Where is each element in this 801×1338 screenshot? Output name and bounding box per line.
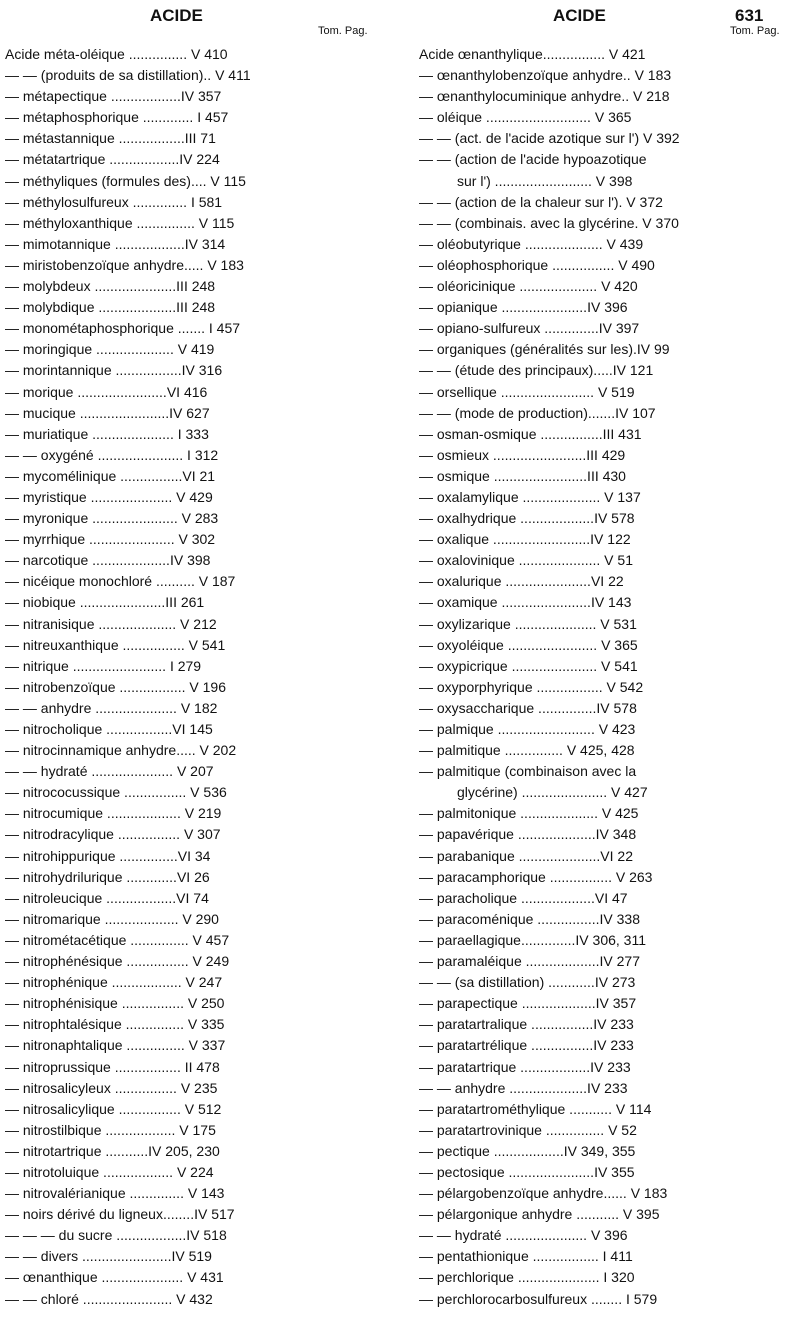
index-entry-text: — œnanthylobenzoïque anhydre.. V 183 [419,67,672,84]
index-entry [5,276,378,297]
index-entry-text: — osman-osmique ................III 431 [419,425,642,442]
index-entry-text: — molybdique ....................III 248 [5,299,216,316]
index-entry [5,466,378,487]
index-entry-text: — myrrhique ...................... V 302 [5,531,216,548]
index-entry-text: — nitrométacétique ............... V 457 [5,931,230,948]
index-entry-text: — paraellagique..............IV 306, 311 [419,931,646,948]
index-entry [419,951,789,972]
index-entry [5,1225,378,1246]
index-entry-text: — nitrobenzoïque ................. V 196 [5,678,227,695]
index-entry [419,1183,789,1204]
index-entry-text: — paratartralique ................IV 233 [419,1016,634,1033]
index-entry [419,1035,789,1056]
index-entry [419,782,789,803]
right-running-head: ACIDE [553,6,606,25]
index-entry [5,1204,378,1225]
index-entry [419,171,789,192]
index-entry [5,213,378,234]
index-entry [419,592,789,613]
index-entry-text: — palmitique (combinaison avec la [419,763,637,780]
index-entry [419,1120,789,1141]
index-entry [5,1183,378,1204]
index-entry [5,192,378,213]
index-entry-text: — myristique ..................... V 429 [5,488,213,505]
index-entry [419,360,789,381]
index-entry [419,445,789,466]
index-entry [5,424,378,445]
index-entry-text: — nitroleucique ..................VI 74 [5,889,209,906]
index-entry [419,487,789,508]
index-entry-text: — paratartrométhylique ........... V 114 [419,1100,652,1117]
index-entry-text: — métapectique ..................IV 357 [5,88,222,105]
index-entry-text: — oxalamylique .................... V 137 [419,488,641,505]
right-index-column [419,44,789,1310]
index-entry [5,234,378,255]
index-entry [5,1267,378,1288]
index-entry-text: — oxyoléique ....................... V 365 [419,636,638,653]
index-entry [419,508,789,529]
page-number: 631 [735,6,764,25]
index-entry-text: — paracholique ...................VI 47 [419,889,628,906]
index-entry-text: — oxalovinique ..................... V 51 [419,552,633,569]
index-entry [419,571,789,592]
index-entry [5,698,378,719]
index-entry [419,614,789,635]
index-entry-text: — nitrostilbique .................. V 175 [5,1121,216,1138]
index-entry-text: — miristobenzoïque anhydre..... V 183 [5,256,244,273]
index-entry [419,149,789,170]
index-entry-text: sur l') ......................... V 398 [457,172,633,189]
index-entry [5,1078,378,1099]
index-entry-text: — nitrohydrilurique .............VI 26 [5,868,210,885]
index-entry-text: — pentathionique ................. I 411 [419,1248,633,1265]
index-entry-text: — noirs dérivé du ligneux........IV 517 [5,1206,235,1223]
index-entry [5,1289,378,1310]
index-entry [419,65,789,86]
index-entry [419,44,789,65]
index-entry [419,719,789,740]
index-entry [419,846,789,867]
index-entry-text: — — (combinais. avec la glycérine. V 370 [419,214,679,231]
index-entry [419,761,789,782]
index-entry-text: — orsellique ........................ V 519 [419,383,635,400]
index-entry-text: — monométaphosphorique ....... I 457 [5,320,241,337]
index-entry [5,677,378,698]
index-entry [419,382,789,403]
index-entry-text: — pectosique ......................IV 355 [419,1163,635,1180]
index-entry [5,1099,378,1120]
index-entry-text: — osmique ........................III 430 [419,467,626,484]
index-entry [5,846,378,867]
index-entry [419,698,789,719]
index-entry-text: — nitrophtalésique ............... V 335 [5,1016,225,1033]
index-entry-text: — nitrotoluique .................. V 224 [5,1163,214,1180]
index-entry-text: — — (étude des principaux).....IV 121 [419,362,654,379]
index-entry [5,972,378,993]
index-entry [5,107,378,128]
index-entry [5,1014,378,1035]
index-entry-text: — nitranisique .................... V 212 [5,615,217,632]
index-entry [5,656,378,677]
index-entry-text: — métastannique .................III 71 [5,130,216,147]
index-entry [419,107,789,128]
index-entry-text: — oxysaccharique ...............IV 578 [419,699,637,716]
index-entry-text: — nitrocholique .................VI 145 [5,721,213,737]
index-entry-text: — parabanique .....................VI 22 [419,847,633,864]
index-entry-text: — muriatique ..................... I 333 [5,425,209,442]
index-entry [5,592,378,613]
index-entry-text: — — (action de l'acide hypoazotique [419,151,647,168]
index-entry-text: — paracoménique ................IV 338 [419,910,640,927]
index-entry-text: — mimotannique ..................IV 314 [5,235,226,252]
index-entry [419,550,789,571]
index-entry-text: — palmitique ............... V 425, 428 [419,742,635,759]
index-entry-text: — pélargonique anhydre ........... V 395 [419,1206,660,1223]
left-column-header-tom-pag: Tom. Pag. [318,25,368,37]
index-entry-text: — — anhydre ....................IV 233 [419,1079,628,1096]
index-entry-text: — mucique .......................IV 627 [5,404,210,421]
index-entry-text: — narcotique ....................IV 398 [5,552,211,569]
index-entry [5,1120,378,1141]
index-entry [5,65,378,86]
index-entry-text: — nitronaphtalique ............... V 337 [5,1037,226,1054]
index-entry [419,888,789,909]
index-entry [419,1057,789,1078]
index-entry-text: — nitrocinnamique anhydre..... V 202 [5,742,237,759]
index-entry-text: — nitrosalicylique ................ V 512 [5,1100,222,1117]
index-entry [419,1162,789,1183]
index-entry-text: — pélargobenzoïque anhydre...... V 183 [419,1185,668,1202]
index-entry [5,930,378,951]
index-entry-text: — œnanthylocuminique anhydre.. V 218 [419,88,670,105]
index-entry-text: — nicéique monochloré .......... V 187 [5,573,236,590]
index-entry [419,1267,789,1288]
index-entry [419,529,789,550]
index-entry-text: Acide œnanthylique................ V 421 [419,46,646,62]
index-entry-text: — — (action de la chaleur sur l'). V 372 [419,193,663,210]
index-entry-text: — — hydraté ..................... V 207 [5,763,214,780]
index-entry [419,255,789,276]
index-entry-text: — paracamphorique ................ V 263 [419,868,653,885]
index-entry-text: — — anhydre ..................... V 182 [5,699,218,716]
index-entry-text: — — divers .......................IV 519 [5,1248,212,1265]
index-entry-text: — nitrodracylique ................ V 307 [5,826,221,843]
index-entry [419,993,789,1014]
index-entry-text: — parapectique ...................IV 357 [419,995,637,1012]
index-entry [419,803,789,824]
index-entry [5,867,378,888]
index-entry [5,888,378,909]
index-entry-text: — niobique ......................III 261 [5,594,205,611]
index-entry [5,719,378,740]
index-entry-text: — nitreuxanthique ................ V 541 [5,636,226,653]
index-entry-text: — papavérique ....................IV 348 [419,826,637,843]
index-entry [419,1141,789,1162]
index-entry [419,909,789,930]
index-entry-text: — nitroprussique ................. II 478 [5,1058,220,1075]
index-entry [5,149,378,170]
index-entry [419,740,789,761]
index-entry-text: — métaphosphorique ............. I 457 [5,109,229,126]
index-entry [5,782,378,803]
index-entry [5,297,378,318]
index-entry-text: — nitrophénique .................. V 247 [5,974,223,991]
index-entry-text: — oxamique .......................IV 143 [419,594,632,611]
index-entry [419,1225,789,1246]
index-entry-text: — opiano-sulfureux ..............IV 397 [419,320,640,337]
index-entry-text: — nitrophénésique ................ V 249 [5,953,230,970]
index-entry-text: — nitromarique ................... V 290 [5,910,219,927]
index-entry-text: — nitrotartrique ...........IV 205, 230 [5,1142,220,1159]
index-entry-text: — myronique ...................... V 283 [5,510,219,527]
index-entry [419,213,789,234]
index-entry-text: — méthylosulfureux .............. I 581 [5,193,223,210]
right-column-header-tom-pag: Tom. Pag. [730,25,780,37]
index-entry-text: — nitrovalérianique .............. V 143 [5,1185,225,1202]
index-entry-text: — nitrosalicyleux ................ V 235 [5,1079,218,1096]
index-entry [5,360,378,381]
left-index-column [5,44,378,1310]
index-entry [419,824,789,845]
index-entry [419,276,789,297]
index-entry-text: Acide méta-oléique ............... V 410 [5,46,228,62]
index-entry-text: — paratartrovinique ............... V 52 [419,1121,637,1138]
index-entry [5,508,378,529]
index-entry-text: — paratartrique ..................IV 233 [419,1058,631,1075]
index-entry-text: — mycomélinique ................VI 21 [5,467,216,484]
index-entry-text: — morique .......................VI 416 [5,383,208,400]
index-entry [5,403,378,424]
index-entry-text: — oléique ........................... V 365 [419,109,632,126]
left-running-head: ACIDE [150,6,203,25]
index-entry [5,761,378,782]
index-entry-text: — — — du sucre ..................IV 518 [5,1227,227,1244]
index-entry-text: — oxylizarique ..................... V 531 [419,615,637,632]
index-entry-text: — oléoricinique .................... V 420 [419,278,638,295]
index-entry-text: — oxypicrique ...................... V 541 [419,657,638,674]
index-entry [419,1014,789,1035]
index-entry-text: — nitrocumique ................... V 219 [5,805,222,822]
index-entry-text: — moringique .................... V 419 [5,341,215,358]
index-entry [5,824,378,845]
index-entry-text: — paramaléique ...................IV 277 [419,953,640,970]
index-entry-text: — œnanthique ..................... V 431 [5,1269,224,1286]
index-entry-text: — oxalurique ......................VI 22 [419,573,624,590]
index-entry-text: — perchlorique ..................... I 320 [419,1269,635,1286]
index-entry-text: — oléophosphorique ................ V 490 [419,256,655,273]
index-entry [419,403,789,424]
index-entry-text: — — chloré ....................... V 432 [5,1290,213,1307]
index-entry-text: — molybdeux .....................III 248 [5,278,216,295]
index-entry [5,255,378,276]
index-entry [5,571,378,592]
index-entry [419,677,789,698]
index-entry [5,1141,378,1162]
index-entry [419,128,789,149]
index-entry [419,424,789,445]
index-entry [5,339,378,360]
index-entry-text: — — (mode de production).......IV 107 [419,404,656,421]
index-entry [419,972,789,993]
index-entry [5,171,378,192]
index-entry [419,635,789,656]
index-entry [5,740,378,761]
index-entry [5,951,378,972]
index-entry [419,466,789,487]
index-entry [5,445,378,466]
index-entry [5,550,378,571]
index-entry [5,318,378,339]
index-entry-text: — nitrophénisique ................ V 250 [5,995,225,1012]
index-entry-text: glycérine) ...................... V 427 [457,784,648,801]
index-entry [419,339,789,360]
index-entry [419,234,789,255]
index-entry [5,1035,378,1056]
index-entry-text: — morintannique .................IV 316 [5,362,223,379]
index-entry [419,192,789,213]
index-entry-text: — palmitonique .................... V 425 [419,805,639,822]
index-entry-text: — — hydraté ..................... V 396 [419,1227,628,1244]
index-entry-text: — perchlorocarbosulfureux ........ I 579 [419,1290,658,1307]
index-entry [5,909,378,930]
index-entry [419,297,789,318]
index-entry [5,614,378,635]
index-entry-text: — nitrococussique ................ V 536 [5,784,227,801]
index-entry [419,1246,789,1267]
index-entry [419,656,789,677]
index-entry-text: — — (act. de l'acide azotique sur l') V 392 [419,130,680,147]
index-entry [5,635,378,656]
index-entry-text: — oxalhydrique ...................IV 578 [419,510,635,527]
index-entry [5,382,378,403]
index-entry [5,1162,378,1183]
index-entry [5,529,378,550]
index-entry-text: — nitrohippurique ...............VI 34 [5,847,211,864]
index-entry-text: — métatartrique ..................IV 224 [5,151,220,168]
index-entry [5,44,378,65]
index-entry-text: — oléobutyrique .................... V 439 [419,235,644,252]
index-entry-text: — osmieux ........................III 429 [419,446,626,463]
index-entry-text: — palmique ......................... V 423 [419,721,636,737]
index-entry [5,128,378,149]
index-entry-text: — nitrique ........................ I 279 [5,657,202,674]
index-entry [5,86,378,107]
index-entry [419,1289,789,1310]
index-entry-text: — — (sa distillation) ............IV 273 [419,974,636,991]
index-entry [419,1204,789,1225]
index-entry [419,1099,789,1120]
index-entry-text: — — (produits de sa distillation).. V 411 [5,67,251,84]
index-entry [5,1246,378,1267]
index-entry [419,867,789,888]
index-entry [5,1057,378,1078]
index-entry [5,487,378,508]
index-entry [419,86,789,107]
index-entry-text: — oxyporphyrique ................. V 542 [419,678,644,695]
index-entry [5,803,378,824]
index-entry-text: — oxalique .........................IV 122 [419,531,631,548]
index-entry-text: — pectique ..................IV 349, 355 [419,1142,636,1159]
index-entry-text: — — oxygéné ...................... I 312 [5,446,219,463]
index-entry-text: — méthyliques (formules des).... V 115 [5,172,246,189]
index-entry [419,318,789,339]
index-entry [5,993,378,1014]
index-entry-text: — méthyloxanthique ............... V 115 [5,214,235,231]
index-entry [419,1078,789,1099]
index-entry-text: — paratartrélique ................IV 233 [419,1037,634,1054]
index-entry [419,930,789,951]
index-entry-text: — organiques (généralités sur les).IV 99 [419,341,670,358]
index-entry-text: — opianique ......................IV 396 [419,299,628,316]
